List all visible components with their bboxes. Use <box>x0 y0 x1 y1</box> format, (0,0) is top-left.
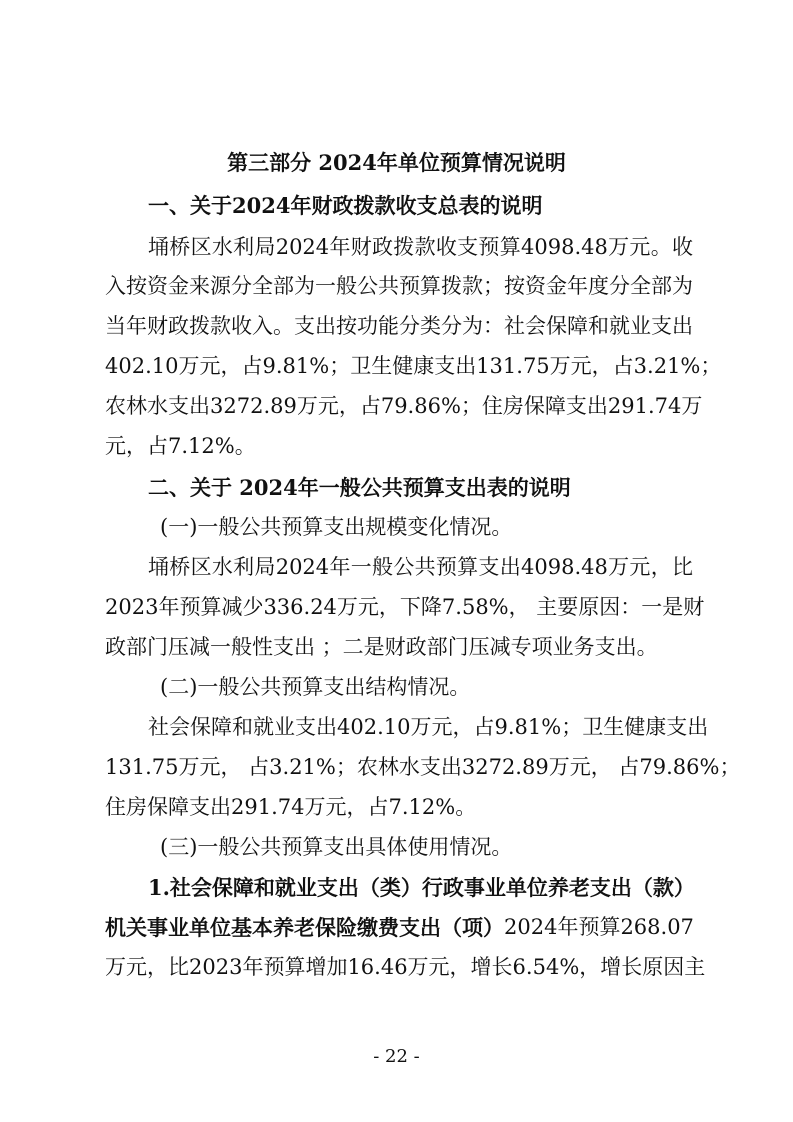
section-2-heading: 二、关于 2024年一般公共预算支出表的说明 <box>148 475 571 500</box>
section-1-line: 农林水支出3272.89万元，占79.86%；住房保障支出291.74万 <box>105 394 703 418</box>
section-1-line: 当年财政拨款收入。支出按功能分类分为：社会保障和就业支出 <box>105 314 693 338</box>
section-1-line: 入按资金来源分全部为一般公共预算拨款；按资金年度分全部为 <box>105 274 693 298</box>
subsection-2-line: 住房保障支出291.74万元，占7.12%。 <box>105 795 477 819</box>
subsection-2-line: 社会保障和就业支出402.10万元，占9.81%；卫生健康支出 <box>148 715 709 739</box>
item-1-line <box>105 917 693 938</box>
subsection-2-heading: (二)一般公共预算支出结构情况。 <box>160 675 471 699</box>
subsection-1-line: 2023年预算减少336.24万元，下降7.58%， 主要原因：一是财 <box>105 595 705 619</box>
subsection-1-heading: (一)一般公共预算支出规模变化情况。 <box>160 515 513 539</box>
section-1-heading: 一、关于2024年财政拨款收支总表的说明 <box>148 193 543 218</box>
item-1-line: 万元，比2023年预算增加16.46万元，增长6.54%，增长原因主 <box>105 955 706 979</box>
item-1-line: 1.社会保障和就业支出（类）行政事业单位养老支出（款） <box>148 875 695 900</box>
page-number: - 22 - <box>373 1046 420 1067</box>
section-1-line: 402.10万元，占9.81%；卫生健康支出131.75万元，占3.21%； <box>105 354 722 378</box>
subsection-1-line: 埇桥区水利局2024年一般公共预算支出4098.48万元，比 <box>148 555 693 579</box>
section-1-line: 埇桥区水利局2024年财政拨款收支预算4098.48万元。收 <box>148 235 693 259</box>
section-1-line: 元，占7.12%。 <box>105 434 256 458</box>
item-1-text: 2024年预算268.07 <box>504 915 694 939</box>
subsection-3-heading: (三)一般公共预算支出具体使用情况。 <box>160 835 513 859</box>
item-1-bold-text: 机关事业单位基本养老保险缴费支出（项） <box>105 915 504 940</box>
subsection-2-line: 131.75万元， 占3.21%；农林水支出3272.89万元， 占79.86%； <box>105 755 741 779</box>
subsection-1-line: 政部门压减一般性支出 ；二是财政部门压减专项业务支出。 <box>105 635 658 659</box>
page-title: 第三部分 2024年单位预算情况说明 <box>227 150 566 175</box>
